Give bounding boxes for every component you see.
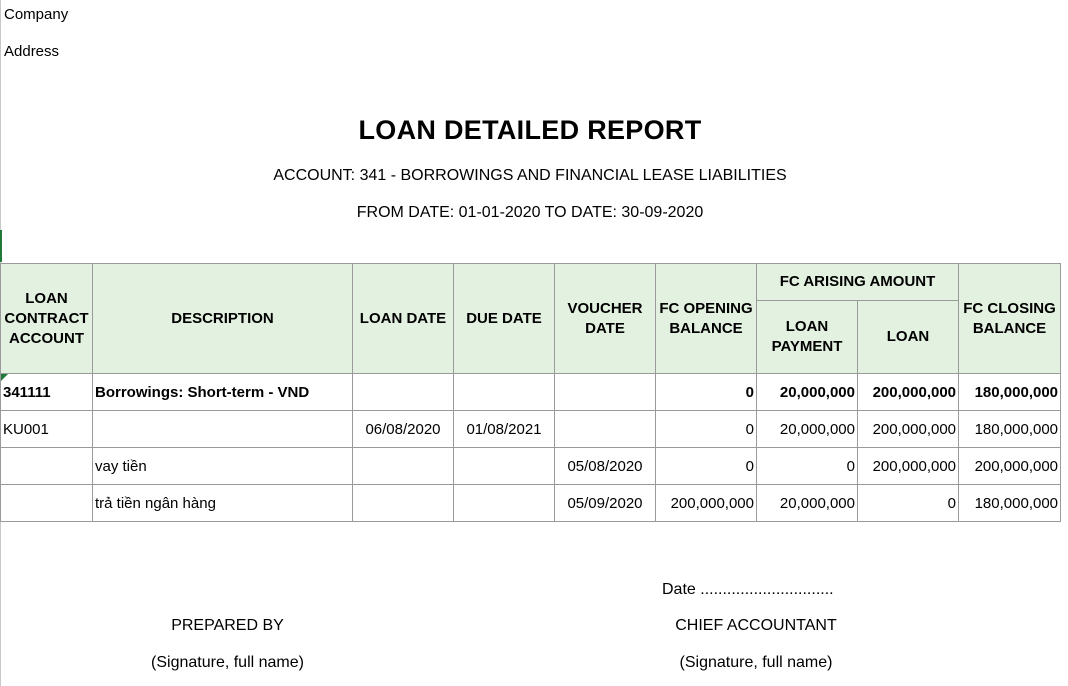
cell-due-date[interactable] (454, 448, 555, 485)
col-fc-closing-balance: FC CLOSING BALANCE (959, 264, 1061, 374)
address-label: Address (4, 43, 60, 60)
cell-opening[interactable]: 0 (656, 411, 757, 448)
cell-voucher-date[interactable]: 05/09/2020 (555, 485, 656, 522)
report-title: LOAN DETAILED REPORT (358, 115, 702, 145)
cell-loan-date[interactable] (353, 448, 454, 485)
col-description: DESCRIPTION (93, 264, 353, 374)
cell-loan[interactable]: 200,000,000 (858, 411, 959, 448)
footer-date-line: Date .............................. (662, 581, 834, 598)
cell-account[interactable] (1, 485, 93, 522)
col-fc-arising-amount: FC ARISING AMOUNT (757, 264, 959, 301)
cell-due-date[interactable]: 01/08/2021 (454, 411, 555, 448)
cell-loan[interactable]: 0 (858, 485, 959, 522)
cell-description[interactable]: Borrowings: Short-term - VND (93, 374, 353, 411)
table-row[interactable] (1, 411, 1061, 448)
col-loan-date: LOAN DATE (353, 264, 454, 374)
col-voucher-date: VOUCHER DATE (555, 264, 656, 374)
cell-closing[interactable]: 180,000,000 (959, 411, 1061, 448)
chief-signature-hint: (Signature, full name) (679, 654, 833, 671)
cell-closing[interactable]: 200,000,000 (959, 448, 1061, 485)
cell-loan-date[interactable]: 06/08/2020 (353, 411, 454, 448)
selection-marker (0, 230, 2, 262)
cell-loan-date[interactable] (353, 374, 454, 411)
cell-loan-date[interactable] (353, 485, 454, 522)
table-row[interactable] (1, 485, 1061, 522)
cell-description[interactable] (93, 411, 353, 448)
prepared-by-label: PREPARED BY (171, 617, 284, 634)
col-loan-payment: LOAN PAYMENT (757, 301, 858, 374)
cell-account[interactable] (1, 448, 93, 485)
loan-report-table (0, 263, 1061, 522)
cell-loan[interactable]: 200,000,000 (858, 374, 959, 411)
cell-voucher-date[interactable]: 05/08/2020 (555, 448, 656, 485)
prepared-signature-hint: (Signature, full name) (151, 654, 304, 671)
cell-description[interactable]: trả tiền ngân hàng (93, 485, 353, 522)
cell-description[interactable]: vay tiền (93, 448, 353, 485)
col-loan: LOAN (858, 301, 959, 374)
cell-account[interactable]: KU001 (1, 411, 93, 448)
cell-loan[interactable]: 200,000,000 (858, 448, 959, 485)
cell-voucher-date[interactable] (555, 411, 656, 448)
cell-opening[interactable]: 200,000,000 (656, 485, 757, 522)
cell-opening[interactable]: 0 (656, 448, 757, 485)
table-row[interactable] (1, 374, 1061, 411)
col-loan-contract-account: LOAN CONTRACT ACCOUNT (1, 264, 93, 374)
col-due-date: DUE DATE (454, 264, 555, 374)
chief-accountant-label: CHIEF ACCOUNTANT (675, 617, 837, 634)
cell-due-date[interactable] (454, 374, 555, 411)
cell-closing[interactable]: 180,000,000 (959, 485, 1061, 522)
cell-closing[interactable]: 180,000,000 (959, 374, 1061, 411)
cell-payment[interactable]: 20,000,000 (757, 485, 858, 522)
table-row[interactable] (1, 448, 1061, 485)
date-range: FROM DATE: 01-01-2020 TO DATE: 30-09-2020 (356, 204, 704, 221)
col-fc-opening-balance: FC OPENING BALANCE (656, 264, 757, 374)
cell-payment[interactable]: 20,000,000 (757, 411, 858, 448)
cell-payment[interactable]: 0 (757, 448, 858, 485)
cell-account[interactable]: 341111 (1, 374, 93, 411)
cell-opening[interactable]: 0 (656, 374, 757, 411)
cell-voucher-date[interactable] (555, 374, 656, 411)
cell-due-date[interactable] (454, 485, 555, 522)
company-label: Company (4, 6, 69, 23)
cell-payment[interactable]: 20,000,000 (757, 374, 858, 411)
account-line: ACCOUNT: 341 - BORROWINGS AND FINANCIAL LEASE LIABILITIES (273, 167, 787, 184)
